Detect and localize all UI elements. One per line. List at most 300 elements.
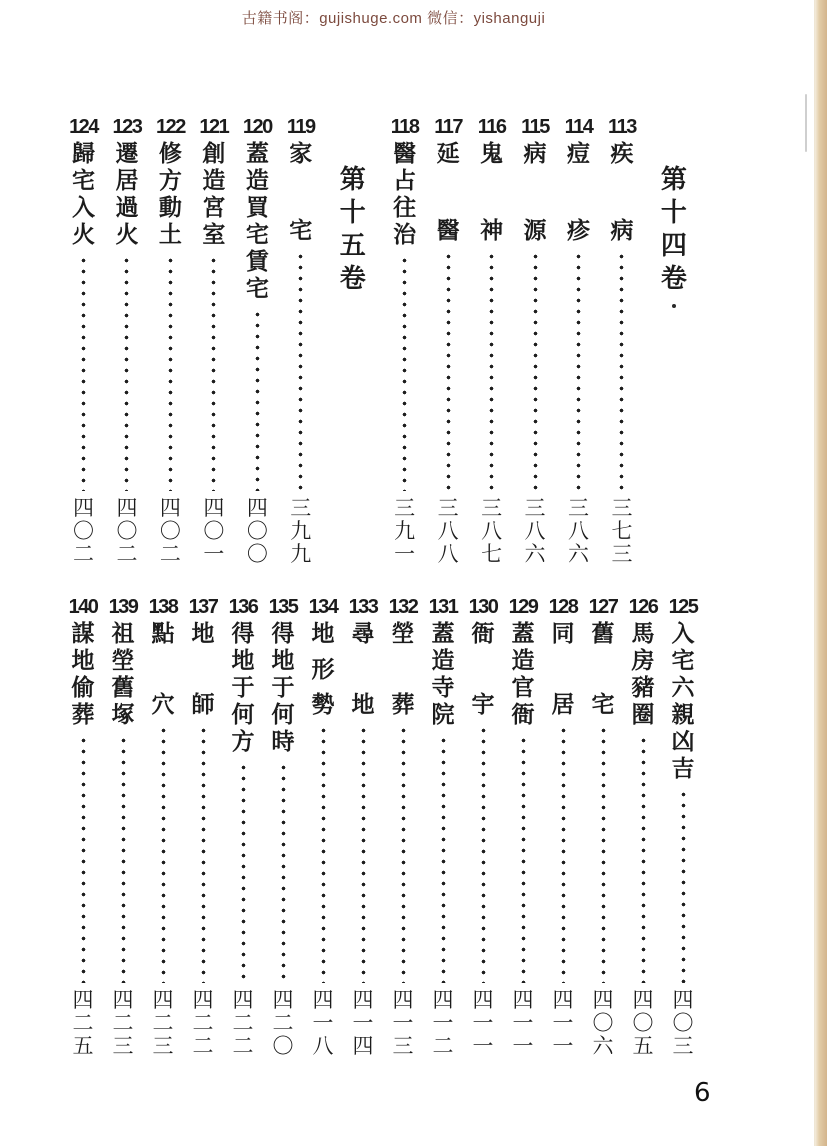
toc-entry [106, 115, 147, 565]
entry-number: 132 [388, 596, 418, 618]
entry-title-char: 衙 [471, 621, 495, 646]
entry-number: 137 [188, 596, 218, 618]
entry-page-char: 二 [232, 1011, 254, 1035]
entry-page-number [568, 498, 589, 565]
entry-number: 124 [69, 116, 98, 138]
entry-page-char: 四 [246, 496, 268, 520]
entry-page-char: 一 [552, 1034, 574, 1058]
entry-number: 113 [608, 116, 636, 138]
entry-page-char: 五 [72, 1034, 94, 1058]
toc-entry [384, 115, 425, 565]
entry-page-char: 二 [72, 1011, 94, 1035]
entry-number: 140 [68, 596, 98, 618]
entry-number: 131 [428, 596, 458, 618]
entry-page-char: 二 [192, 1011, 214, 1035]
entry-title-char: 土 [158, 222, 182, 247]
entry-page-number [233, 990, 254, 1057]
entry-title-char: 動 [158, 195, 182, 220]
entry-number: 119 [286, 116, 315, 138]
entry-title-char: 宅 [289, 218, 313, 243]
entry-page-char: 二 [232, 1034, 254, 1058]
toc-entry [663, 595, 703, 1057]
dot-leader [241, 762, 246, 983]
entry-title-char: 造 [245, 168, 269, 193]
entry-page-char: 一 [312, 1011, 334, 1035]
section-title-char: 第 [339, 165, 366, 194]
entry-page-char: 三 [611, 542, 633, 566]
entry-page-char: 四 [203, 496, 225, 520]
dot-leader [402, 255, 407, 491]
entry-page-number [193, 990, 214, 1057]
entry-page-number [393, 990, 414, 1057]
entry-page-char: 三 [112, 1034, 134, 1058]
entry-page-number [116, 498, 137, 565]
entry-number: 117 [434, 116, 462, 138]
entry-page-char: 六 [567, 542, 589, 566]
entry-title-char: 尋 [351, 621, 375, 646]
entry-page-char: 四 [352, 1034, 374, 1058]
entry-title-char: 吉 [671, 756, 695, 781]
section-title [340, 167, 366, 292]
entry-title-char: 占 [393, 168, 417, 193]
entry-page-number [160, 498, 181, 565]
entry-page-char: 四 [632, 988, 654, 1012]
entry-title-char: 痘 [566, 141, 590, 166]
entry-title [610, 142, 633, 242]
entry-number: 138 [148, 596, 178, 618]
entry-title [552, 622, 575, 716]
entry-page-number [611, 498, 632, 565]
entry-page-char: 八 [437, 542, 459, 566]
entry-page-number [73, 498, 94, 565]
entry-title-char: 遷 [115, 141, 139, 166]
entry-title [246, 142, 269, 300]
entry-title [192, 622, 215, 716]
entry-page-char: 七 [481, 542, 503, 566]
entry-page-number [433, 990, 454, 1057]
entry-title-char: 地 [271, 648, 295, 673]
section-title-char: 第 [660, 165, 687, 194]
toc-entry [103, 595, 143, 1057]
entry-page-char: 九 [290, 519, 312, 543]
watermark-header: 古籍书阁：gujishuge.com 微信：yishanguji [241, 10, 546, 27]
dot-leader [81, 255, 86, 491]
toc-section-header [645, 115, 703, 565]
entry-page-char: 二 [432, 1034, 454, 1058]
entry-page-char: 三 [437, 496, 459, 520]
entry-page-char: 六 [524, 542, 546, 566]
dot-leader [601, 725, 606, 983]
toc-section-header [324, 115, 382, 565]
toc-entry [280, 115, 321, 565]
entry-title [480, 142, 503, 242]
entry-page-char: 〇 [159, 519, 181, 543]
toc-entry [63, 595, 103, 1057]
entry-number: 127 [588, 596, 618, 618]
dot-leader [446, 251, 451, 491]
toc-entry [463, 595, 503, 1057]
entry-page-char: 四 [432, 988, 454, 1012]
entry-title [72, 622, 95, 726]
page-number: 6 [694, 1078, 711, 1108]
entry-number: 125 [668, 596, 698, 618]
entry-page-number [247, 498, 268, 565]
dot-leader [481, 725, 486, 983]
entry-title-char: 時 [271, 729, 295, 754]
entry-title-char: 地 [311, 621, 335, 646]
dot-leader [255, 309, 260, 491]
toc-entry [223, 595, 263, 1057]
entry-title [472, 622, 495, 716]
entry-title [115, 142, 138, 246]
entry-page-char: 四 [592, 988, 614, 1012]
entry-number: 134 [308, 596, 338, 618]
toc-band-top [63, 115, 703, 565]
entry-page-char: 〇 [672, 1011, 694, 1035]
entry-page-char: 八 [481, 519, 503, 543]
entry-title-char: 方 [231, 729, 255, 754]
entry-title [312, 622, 335, 716]
entry-title-char: 入 [671, 621, 695, 646]
entry-number: 133 [348, 596, 378, 618]
entry-title [512, 622, 535, 726]
dot-leader [401, 725, 406, 983]
dot-leader [201, 725, 206, 983]
entry-page-char: 一 [552, 1011, 574, 1035]
entry-page-number [633, 990, 654, 1057]
entry-page-char: 二 [73, 542, 94, 566]
entry-title-char: 火 [115, 222, 139, 247]
entry-title [672, 622, 695, 780]
dot-leader [576, 251, 581, 491]
entry-title-char: 修 [158, 141, 182, 166]
dot-leader [81, 735, 86, 983]
toc-entry [303, 595, 343, 1057]
entry-page-char: 四 [159, 496, 181, 520]
entry-title-char: 何 [231, 702, 255, 727]
entry-title [289, 142, 312, 242]
entry-page-char: 一 [352, 1011, 374, 1035]
entry-title-char: 塚 [111, 702, 135, 727]
entry-title-char: 謀 [71, 621, 95, 646]
entry-page-char: 二 [159, 542, 181, 566]
entry-page-number [513, 990, 534, 1057]
entry-page-char: 四 [272, 988, 294, 1012]
entry-page-char: 二 [112, 1011, 134, 1035]
entry-page-char: 四 [672, 988, 694, 1012]
entry-title-char: 延 [436, 141, 460, 166]
entry-page-char: 三 [672, 1034, 694, 1058]
dot-leader [281, 762, 286, 983]
entry-title-char: 醫 [393, 141, 417, 166]
dot-leader [441, 735, 446, 983]
entry-number: 118 [390, 116, 419, 138]
entry-title-char: 塋 [391, 621, 415, 646]
entry-title-char: 偷 [71, 675, 95, 700]
entry-page-char: 九 [394, 519, 416, 543]
entry-page-char: 〇 [632, 1011, 654, 1035]
entry-title-char: 宅 [72, 168, 95, 193]
entry-title-char: 何 [271, 702, 295, 727]
entry-page-char: 一 [394, 542, 416, 566]
entry-title-char: 寺 [431, 675, 455, 700]
entry-title-char: 地 [191, 621, 215, 646]
entry-page-char: 四 [312, 988, 334, 1012]
dot-leader [298, 251, 303, 491]
entry-number: 135 [268, 596, 298, 618]
entry-page-number [313, 990, 334, 1057]
entry-page-number [525, 498, 546, 565]
entry-title-char: 宅 [671, 648, 695, 673]
entry-title-char: 入 [72, 195, 95, 220]
entry-page-char: 〇 [203, 519, 225, 543]
entry-number: 121 [199, 116, 229, 138]
entry-page-char: 一 [512, 1034, 534, 1058]
page-edge-strip [814, 0, 827, 1146]
entry-number: 114 [564, 116, 593, 138]
entry-title-char: 宇 [471, 692, 495, 717]
toc-entry [143, 595, 183, 1057]
entry-title [152, 622, 175, 716]
entry-title-char: 造 [511, 648, 535, 673]
entry-title-char: 衙 [511, 702, 535, 727]
entry-page-char: 四 [352, 988, 374, 1012]
entry-title-char: 造 [202, 168, 226, 193]
entry-title [524, 142, 547, 242]
toc-entry [150, 115, 191, 565]
table-of-contents [63, 115, 703, 1057]
entry-page-number [113, 990, 134, 1057]
section-title-char: 卷 [339, 264, 366, 293]
toc-entry [471, 115, 512, 565]
entry-title [72, 142, 95, 246]
entry-page-char: 〇 [116, 519, 138, 543]
toc-entry [515, 115, 556, 565]
toc-entry [583, 595, 623, 1057]
entry-title-char: 圈 [631, 702, 655, 727]
dot-leader [533, 251, 538, 491]
entry-page-char: 三 [394, 496, 416, 520]
entry-title-char: 舊 [591, 621, 615, 646]
entry-number: 122 [155, 116, 185, 138]
entry-title [437, 142, 460, 242]
entry-title [567, 142, 590, 242]
entry-page-char: 四 [73, 496, 94, 520]
toc-entry [503, 595, 543, 1057]
entry-page-char: 三 [567, 496, 589, 520]
entry-title-char: 凶 [671, 729, 695, 754]
entry-page-char: 四 [232, 988, 254, 1012]
entry-page-number [353, 990, 374, 1057]
toc-entry [601, 115, 642, 565]
toc-entry [423, 595, 463, 1057]
entry-title-char: 醫 [436, 218, 460, 243]
entry-page-char: 四 [112, 988, 134, 1012]
entry-page-char: 二 [116, 542, 138, 566]
entry-page-char: 〇 [246, 519, 268, 543]
entry-title-char: 室 [202, 222, 226, 247]
entry-number: 115 [521, 116, 549, 138]
section-title [661, 167, 687, 292]
entry-title-char: 過 [115, 195, 139, 220]
entry-page-char: 〇 [73, 519, 94, 543]
toc-entry [193, 115, 234, 565]
entry-page-char: 九 [290, 542, 312, 566]
entry-title-char: 舊 [111, 675, 135, 700]
entry-title-char: 病 [523, 141, 547, 166]
entry-page-char: 〇 [272, 1034, 294, 1058]
dot-leader [619, 251, 624, 491]
entry-title-char: 神 [480, 218, 504, 243]
toc-entry [183, 595, 223, 1057]
entry-page-char: 〇 [592, 1011, 614, 1035]
entry-page-char: 四 [116, 496, 138, 520]
entry-page-number [203, 498, 224, 565]
entry-title [202, 142, 225, 246]
entry-page-char: 一 [472, 1034, 494, 1058]
entry-page-char: 八 [567, 519, 589, 543]
dot-leader [168, 255, 173, 491]
entry-page-number [673, 990, 694, 1057]
entry-page-char: 三 [524, 496, 546, 520]
entry-title-char: 得 [231, 621, 255, 646]
entry-title-char: 蓋 [511, 621, 535, 646]
entry-page-char: 六 [592, 1034, 614, 1058]
entry-title-char: 點 [151, 621, 175, 646]
entry-title-char: 同 [551, 621, 575, 646]
entry-number: 128 [548, 596, 578, 618]
entry-title-char: 師 [191, 692, 215, 717]
entry-title-char: 創 [202, 141, 226, 166]
dot-leader [489, 251, 494, 491]
toc-entry [383, 595, 423, 1057]
entry-title-char: 居 [115, 168, 139, 193]
entry-page-char: 一 [432, 1011, 454, 1035]
entry-title-char: 形 [311, 656, 335, 682]
entry-page-number [473, 990, 494, 1057]
entry-title-char: 于 [231, 675, 255, 700]
entry-title [432, 622, 455, 726]
entry-page-char: 二 [272, 1011, 294, 1035]
entry-title-char: 鬼 [480, 141, 504, 166]
dot-leader [121, 735, 126, 983]
entry-title-char: 地 [231, 648, 255, 673]
section-title-char: 四 [660, 231, 687, 260]
entry-title-char: 源 [523, 218, 547, 243]
entry-title-char: 賃 [245, 249, 269, 274]
entry-page-char: 二 [152, 1011, 174, 1035]
entry-page-char: 三 [290, 496, 312, 520]
entry-page-char: 八 [437, 519, 459, 543]
entry-page-number [153, 990, 174, 1057]
dot-leader [361, 725, 366, 983]
entry-title-char: 蓋 [245, 141, 269, 166]
entry-title-char: 往 [393, 195, 417, 220]
entry-number: 129 [508, 596, 538, 618]
toc-entry [428, 115, 469, 565]
entry-page-char: 四 [472, 988, 494, 1012]
entry-title-char: 葬 [391, 692, 415, 717]
entry-page-number [438, 498, 459, 565]
entry-title-char: 馬 [631, 621, 655, 646]
entry-title [352, 622, 375, 716]
dot-leader [641, 735, 646, 983]
section-title-char: 卷 [660, 264, 687, 293]
entry-title-char: 勢 [311, 692, 335, 717]
section-mark-dot [672, 304, 676, 308]
entry-page-char: 四 [552, 988, 574, 1012]
entry-number: 139 [108, 596, 138, 618]
entry-page-char: 四 [192, 988, 214, 1012]
entry-title-char: 官 [511, 675, 535, 700]
entry-page-char: 三 [481, 496, 503, 520]
entry-title [632, 622, 655, 726]
toc-entry [237, 115, 278, 565]
entry-page-number [394, 498, 415, 565]
dot-leader [681, 789, 686, 983]
entry-title [272, 622, 295, 753]
entry-number: 123 [112, 116, 142, 138]
dot-leader [321, 725, 326, 983]
entry-title [392, 622, 415, 716]
entry-title-char: 塋 [111, 648, 135, 673]
entry-title-char: 治 [393, 222, 417, 247]
dot-leader [521, 735, 526, 983]
toc-entry [63, 115, 104, 565]
entry-number: 130 [468, 596, 498, 618]
toc-entry [343, 595, 383, 1057]
entry-title-char: 火 [72, 222, 95, 247]
entry-page-char: 三 [392, 1034, 414, 1058]
section-title-char: 十 [339, 198, 366, 227]
entry-title [393, 142, 416, 246]
entry-title-char: 買 [245, 195, 269, 220]
entry-title-char: 居 [551, 692, 575, 717]
entry-page-char: 八 [312, 1034, 334, 1058]
entry-title-char: 房 [631, 648, 655, 673]
dot-leader [124, 255, 129, 491]
entry-page-char: 二 [192, 1034, 214, 1058]
entry-page-char: 四 [72, 988, 94, 1012]
entry-page-number [593, 990, 614, 1057]
entry-page-char: 一 [472, 1011, 494, 1035]
toc-entry [543, 595, 583, 1057]
entry-page-char: 三 [611, 496, 633, 520]
toc-entry [263, 595, 303, 1057]
dot-leader [211, 255, 216, 491]
entry-title-char: 宮 [202, 195, 226, 220]
entry-page-char: 一 [203, 542, 225, 566]
entry-title-char: 疾 [610, 141, 634, 166]
entry-title-char: 病 [610, 218, 634, 243]
entry-number: 126 [628, 596, 658, 618]
entry-page-number [273, 990, 294, 1057]
entry-title-char: 地 [71, 648, 95, 673]
entry-page-char: 五 [632, 1034, 654, 1058]
entry-title [232, 622, 255, 753]
entry-title-char: 蓋 [431, 621, 455, 646]
entry-title-char: 親 [671, 702, 695, 727]
section-title-char: 五 [339, 231, 366, 260]
entry-title-char: 地 [351, 692, 375, 717]
entry-title-char: 家 [289, 141, 313, 166]
entry-title [592, 622, 615, 716]
toc-entry [623, 595, 663, 1057]
entry-title-char: 得 [271, 621, 295, 646]
entry-title-char: 院 [431, 702, 455, 727]
entry-title [159, 142, 182, 246]
entry-page-char: 三 [152, 1034, 174, 1058]
